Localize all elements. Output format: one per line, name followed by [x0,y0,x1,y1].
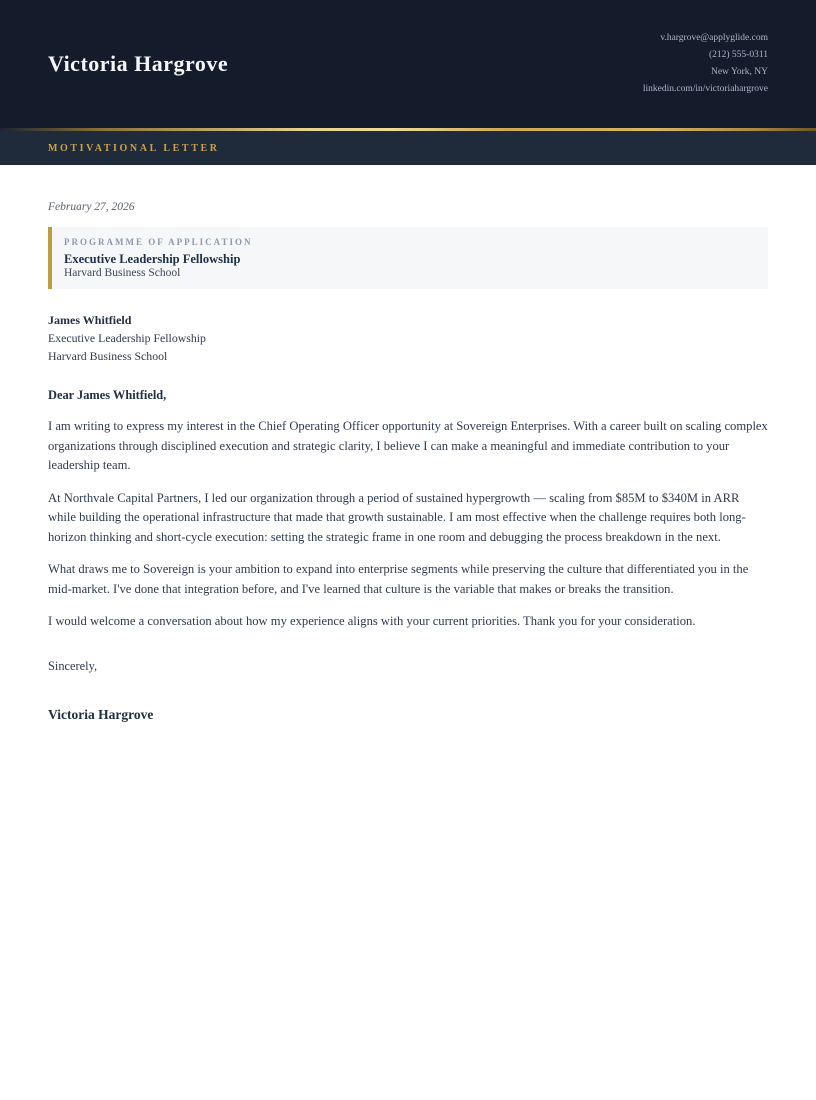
paragraph-3: What draws me to Sovereign is your ambition to expand into enterprise segments while preserving the culture that differentiated you in the mid-market. I've done that integration before, and I've learned that culture is the variable that makes or breaks the transition. [48,562,749,596]
document-type-label: MOTIVATIONAL LETTER [48,142,220,154]
programme-institution: Harvard Business School [64,267,181,279]
contact-linkedin: linkedin.com/in/victoriahargrove [642,84,768,94]
contact-block [643,30,768,98]
letter-date: February 27, 2026 [48,201,135,213]
recipient-institution: Harvard Business School [48,349,168,363]
recipient-block [48,311,768,365]
recipient-name: James Whitfield [48,313,132,327]
salutation: Dear James Whitfield, [48,388,167,402]
paragraph-2: At Northvale Capital Partners, I led our organization through a period of sustained hypergrowth — scaling from $85M to $340M in ARR while building the operational infrastructure that made that growth sustainable. I am most effective when the challenge requires both long-horizon thinking and short-cycle execution: setting the strategic frame in one room and debugging the process breakdown in the next. [48,490,746,544]
contact-email: v.hargrove@applyglide.com [660,33,768,43]
recipient-programme: Executive Leadership Fellowship [48,331,206,345]
programme-title: Executive Leadership Fellowship [64,252,241,266]
programme-eyebrow: PROGRAMME OF APPLICATION [64,237,253,247]
paragraph-1: I am writing to express my interest in the Chief Operating Officer opportunity at Sovereign Enterprises. With a career built on scaling complex organizations through disciplined execution and strategic clarity, I believe I can make a meaningful and immediate contribution to your leadership team. [48,419,768,472]
letterhead [0,0,816,128]
closing: Sincerely, [48,658,98,673]
contact-phone: (212) 555-0311 [708,50,768,60]
document-type-banner [0,131,816,165]
signature-name: Victoria Hargrove [48,706,154,722]
paragraph-4: I would welcome a conversation about how my experience aligns with your current priorities. Thank you for your consideration. [48,614,696,628]
programme-callout [48,227,768,289]
contact-location: New York, NY [710,67,768,77]
letter-body [0,165,816,725]
applicant-name: Victoria Hargrove [48,51,229,76]
